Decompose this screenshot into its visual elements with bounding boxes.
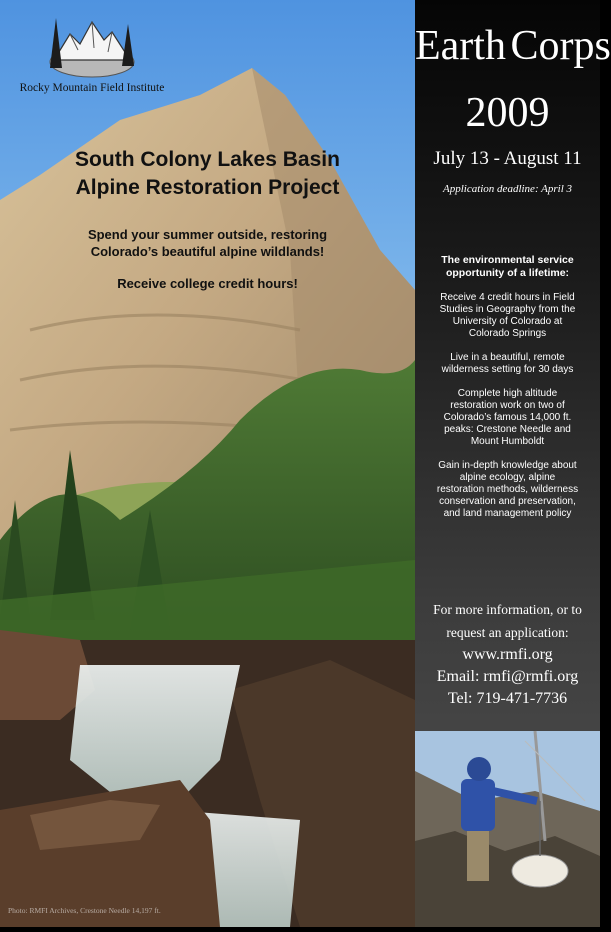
project-pitch bbox=[0, 226, 415, 260]
benefit-line: and land management policy bbox=[443, 508, 572, 519]
benefit-line: alpine ecology, alpine bbox=[459, 472, 556, 483]
email-link[interactable]: Email: rmfi@rmfi.org bbox=[436, 668, 579, 685]
program-name-word-2: Corps bbox=[510, 23, 611, 69]
benefit-line: peaks: Crestone Needle and bbox=[444, 424, 571, 435]
phone-number: Tel: 719-471-7736 bbox=[447, 690, 568, 707]
website-link[interactable]: www.rmfi.org bbox=[462, 646, 553, 663]
program-name bbox=[415, 22, 611, 70]
benefit-line: conservation and preservation, bbox=[439, 496, 576, 507]
program-dates: July 13 - August 11 bbox=[433, 148, 582, 169]
benefit-credit-hours bbox=[421, 292, 594, 340]
photo-caption: Photo: RMFI Archives, Crestone Needle 14,197 ft. bbox=[8, 906, 161, 915]
logo-org-name: Rocky Mountain Field Institute bbox=[19, 82, 165, 94]
project-title bbox=[0, 146, 415, 202]
project-title-line-1: South Colony Lakes Basin bbox=[75, 148, 340, 171]
application-deadline: Application deadline: April 3 bbox=[442, 183, 573, 195]
benefit-line: restoration methods, wilderness bbox=[436, 484, 579, 495]
credit-hours-callout: Receive college credit hours! bbox=[117, 276, 298, 291]
benefit-line: Receive 4 credit hours in Field bbox=[440, 292, 575, 303]
benefits-heading-line-2: opportunity of a lifetime: bbox=[445, 267, 570, 279]
benefit-line: Studies in Geography from the bbox=[439, 304, 576, 315]
benefit-line: Gain in-depth knowledge about bbox=[438, 460, 577, 471]
benefit-line: Colorado’s famous 14,000 ft. bbox=[443, 412, 572, 423]
worker-jacket bbox=[461, 779, 495, 831]
benefit-line: Mount Humboldt bbox=[470, 436, 545, 447]
contact-intro-line-2: request an application: bbox=[446, 625, 569, 640]
benefit-wilderness-setting bbox=[421, 352, 594, 376]
project-title-line-2: Alpine Restoration Project bbox=[75, 176, 340, 199]
program-name-word-1: Earth bbox=[415, 23, 506, 69]
worker-legs bbox=[467, 826, 489, 881]
benefits-heading bbox=[421, 254, 594, 280]
crew-photo bbox=[415, 731, 600, 927]
benefit-restoration-work bbox=[421, 388, 594, 448]
benefit-knowledge bbox=[421, 460, 594, 520]
pitch-line-1: Spend your summer outside, restoring bbox=[87, 227, 328, 242]
contact-intro-line-1: For more information, or to bbox=[433, 602, 582, 617]
worker-head bbox=[467, 757, 491, 781]
bucket bbox=[512, 855, 568, 887]
benefit-line: University of Colorado at bbox=[452, 316, 563, 327]
benefit-line: Complete high altitude bbox=[457, 388, 558, 399]
benefit-line: wilderness setting for 30 days bbox=[441, 364, 574, 375]
logo bbox=[12, 10, 172, 94]
benefits-list bbox=[421, 254, 594, 532]
contact-info bbox=[415, 598, 600, 710]
pitch-line-2: Colorado’s beautiful alpine wildlands! bbox=[90, 244, 325, 259]
crew-scene bbox=[415, 731, 600, 927]
benefit-line: restoration work on two of bbox=[450, 400, 565, 411]
mountain-logo-icon bbox=[48, 10, 136, 80]
program-year: 2009 bbox=[465, 90, 550, 136]
benefit-line: Colorado Springs bbox=[468, 328, 547, 339]
benefit-line: Live in a beautiful, remote bbox=[450, 352, 565, 363]
benefits-heading-line-1: The environmental service bbox=[441, 254, 574, 266]
